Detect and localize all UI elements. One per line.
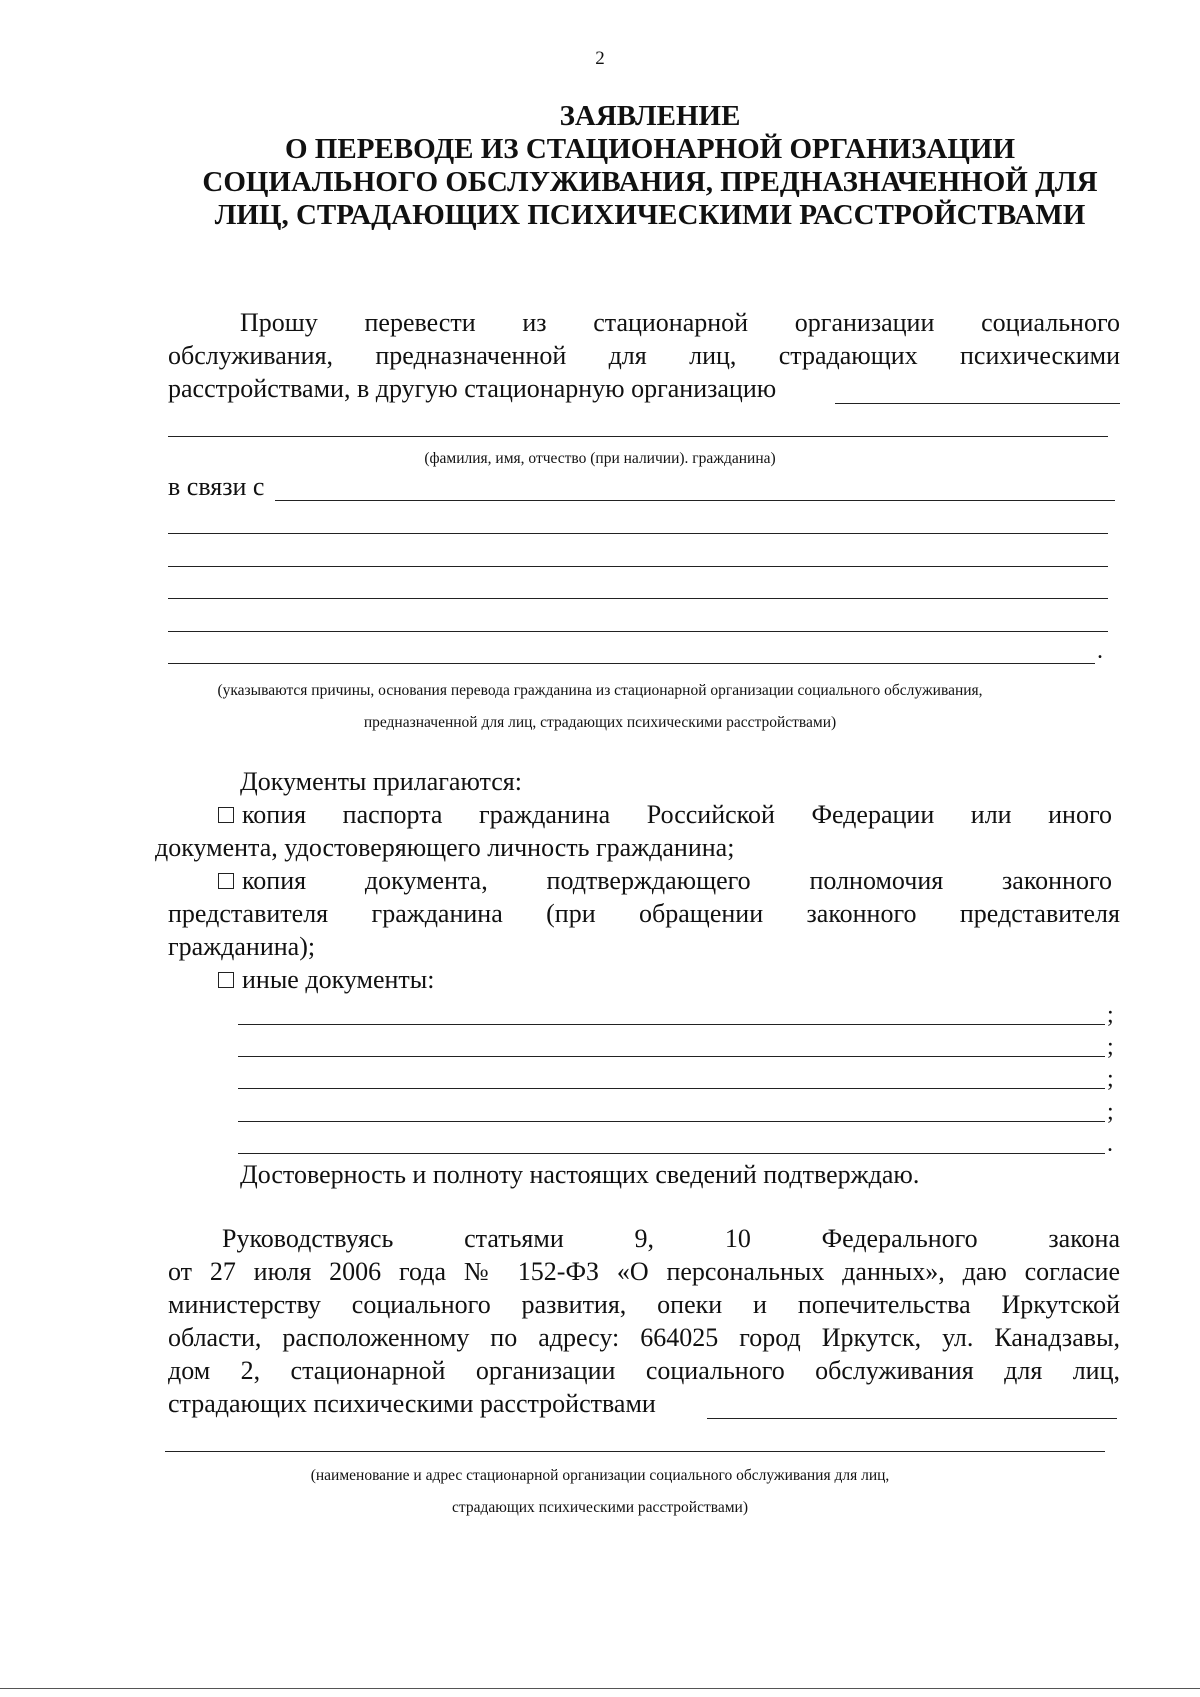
semicolon-4: ; <box>1107 1099 1114 1125</box>
representative-line-3: гражданина); <box>168 932 316 961</box>
semicolon-1: ; <box>1107 1002 1114 1028</box>
representative-line-2: представителя гражданина (при обращении законного представителя <box>168 899 1120 928</box>
organization-name-field-line[interactable] <box>707 1418 1117 1419</box>
passport-line-1: копия паспорта гражданина Российской Федерации или иного <box>242 800 1112 829</box>
organization-caption-2: страдающих психическими расстройствами) <box>452 1499 748 1516</box>
organization-field-line[interactable] <box>835 403 1120 404</box>
reason-field-line-2[interactable] <box>168 533 1108 534</box>
semicolon-2: ; <box>1107 1034 1114 1060</box>
other-doc-line-2[interactable] <box>238 1056 1105 1057</box>
reasons-caption-2: предназначенной для лиц, страдающих психическими расстройствами) <box>363 714 837 731</box>
title-line-3: СОЦИАЛЬНОГО ОБСЛУЖИВАНИЯ, ПРЕДНАЗНАЧЕННОЙ ДЛЯ <box>202 166 1098 198</box>
other-doc-line-4[interactable] <box>238 1121 1105 1122</box>
document-item-other <box>218 965 434 995</box>
consent-line-2: от 27 июля 2006 года № 152-ФЗ «О персональных данных», даю согласие <box>168 1257 1120 1286</box>
citizen-caption: (фамилия, имя, отчество (при наличии). гражданина) <box>424 450 776 467</box>
consent-line-4: области, расположенному по адресу: 664025 город Иркутск, ул. Канадзавы, <box>168 1323 1120 1352</box>
consent-line-5: дом 2, стационарной организации социального обслуживания для лиц, <box>168 1356 1120 1385</box>
organization-address-field-line[interactable] <box>165 1451 1105 1452</box>
representative-checkbox[interactable] <box>218 873 234 889</box>
other-documents-checkbox[interactable] <box>218 972 234 988</box>
in-connection-label: в связи с <box>168 472 265 501</box>
reason-field-line-3[interactable] <box>168 566 1108 567</box>
title-line-2: О ПЕРЕВОДЕ ИЗ СТАЦИОНАРНОЙ ОРГАНИЗАЦИИ <box>284 133 1015 165</box>
document-item-passport <box>218 800 1120 830</box>
document-item-representative <box>218 866 1120 896</box>
citizen-name-field-line[interactable] <box>168 436 1108 437</box>
consent-line-1: Руководствуясь статьями 9, 10 Федерального закона <box>222 1224 1120 1253</box>
consent-line-6: страдающих психическими расстройствами <box>168 1389 656 1418</box>
semicolon-3: ; <box>1107 1066 1114 1092</box>
consent-line-3: министерству социального развития, опеки и попечительства Иркутской <box>168 1290 1120 1319</box>
confirmation-text: Достоверность и полноту настоящих сведений подтверждаю. <box>240 1160 920 1189</box>
reason-field-line-1[interactable] <box>275 500 1115 501</box>
request-line-1: Прошу перевести из стационарной организации социального <box>240 308 1120 337</box>
page-bottom-edge <box>0 1688 1200 1689</box>
passport-line-2: документа, удостоверяющего личность гражданина; <box>155 833 735 862</box>
organization-caption-1: (наименование и адрес стационарной организации социального обслуживания для лиц, <box>310 1467 890 1484</box>
documents-heading: Документы прилагаются: <box>240 767 522 796</box>
passport-checkbox[interactable] <box>218 807 234 823</box>
other-doc-line-1[interactable] <box>238 1024 1105 1025</box>
reason-field-line-4[interactable] <box>168 598 1108 599</box>
other-doc-period: . <box>1107 1131 1113 1157</box>
reason-period: . <box>1097 638 1103 664</box>
page-number: 2 <box>595 48 605 69</box>
other-doc-line-5[interactable] <box>238 1153 1105 1154</box>
other-doc-line-3[interactable] <box>238 1088 1105 1089</box>
title-line-4: ЛИЦ, СТРАДАЮЩИХ ПСИХИЧЕСКИМИ РАССТРОЙСТВАМИ <box>214 199 1086 231</box>
representative-line-1: копия документа, подтверждающего полномочия законного <box>242 866 1112 895</box>
reason-field-line-5[interactable] <box>168 631 1108 632</box>
reasons-caption-1: (указываются причины, основания перевода гражданина из стационарной организации социального обслуживания, <box>217 682 983 699</box>
reason-field-line-6[interactable] <box>168 663 1095 664</box>
title-line-1: ЗАЯВЛЕНИЕ <box>559 100 741 132</box>
request-line-2: обслуживания, предназначенной для лиц, страдающих психическими <box>168 341 1120 370</box>
request-line-3: расстройствами, в другую стационарную организацию <box>168 374 777 403</box>
document-title <box>150 100 1150 232</box>
other-documents-label: иные документы: <box>242 965 435 994</box>
